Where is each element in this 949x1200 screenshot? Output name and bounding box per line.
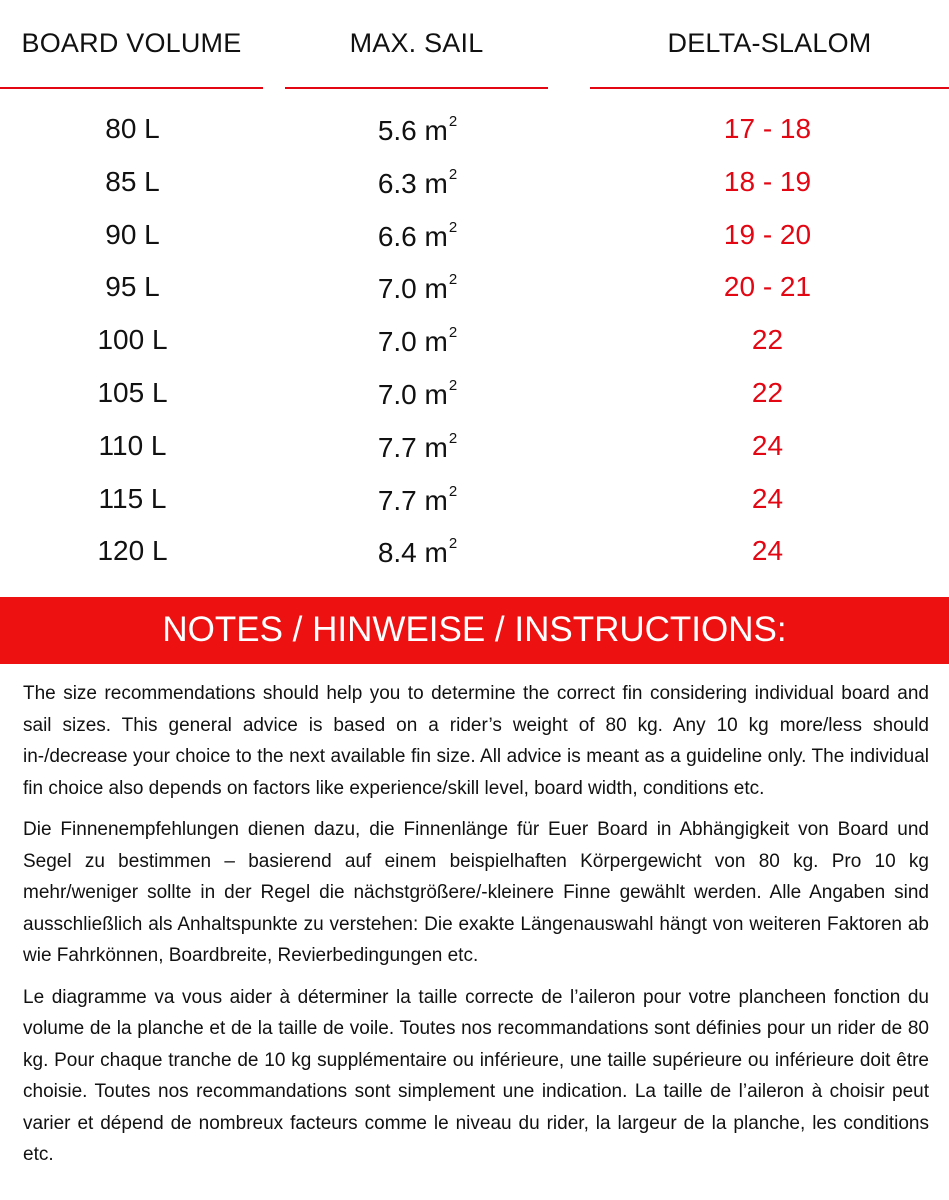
- fin-size-cell: 17 - 18: [723, 113, 812, 144]
- size-table: [0, 103, 949, 578]
- max-sail-cell: [305, 324, 530, 358]
- board-volume-cell: 115 L: [98, 482, 167, 514]
- header-max-sail: MAX. SAIL: [349, 28, 484, 58]
- unit-superscript: 2: [448, 324, 458, 342]
- table-row: [0, 420, 949, 473]
- board-volume-cell: 90 L: [105, 218, 160, 250]
- board-volume-cell: 100 L: [97, 324, 168, 356]
- fin-size-cell: 19 - 20: [723, 218, 812, 250]
- header-delta-slalom: DELTA-SLALOM: [667, 28, 872, 58]
- table-header: [0, 0, 949, 90]
- unit-superscript: 2: [448, 535, 458, 553]
- fin-size-cell: 22: [751, 324, 784, 356]
- max-sail-value: 7.7 m: [377, 431, 448, 463]
- fin-size-cell: 20 - 21: [723, 271, 812, 303]
- fin-size-cell: 24: [751, 429, 784, 461]
- unit-superscript: 2: [448, 113, 458, 130]
- max-sail-cell: [305, 271, 530, 305]
- table-row: [0, 209, 949, 262]
- board-volume-cell: 85 L: [105, 165, 160, 197]
- fin-size-cell: 24: [751, 482, 784, 514]
- unit-superscript: 2: [448, 218, 458, 236]
- notes-paragraph-english: The size recommendations should help you to determine the correct fin considering individual board and sail sizes. This general advice is based on a rider’s weight of 80 kg. Any 10 kg more/less should in-/decrease your choice to the next available fin size. All advice is meant as a guideline only. The individual fin choice also depends on factors like experience/skill level, board width, conditions etc.: [23, 683, 929, 799]
- notes-banner: [0, 597, 949, 664]
- max-sail-value: 7.0 m: [377, 326, 448, 358]
- notes-title: NOTES / HINWEISE / INSTRUCTIONS:: [162, 610, 787, 649]
- max-sail-value: 8.4 m: [377, 537, 448, 569]
- max-sail-value: 6.3 m: [377, 167, 448, 199]
- notes-body: [23, 678, 929, 1181]
- max-sail-cell: [305, 377, 530, 411]
- table-row: [0, 525, 949, 578]
- fin-size-cell: 18 - 19: [723, 165, 812, 197]
- header-divider: [0, 87, 263, 89]
- unit-superscript: 2: [448, 429, 458, 447]
- table-row: [0, 103, 949, 156]
- unit-superscript: 2: [448, 482, 458, 500]
- notes-paragraph-german: Die Finnenempfehlungen dienen dazu, die Finnenlänge für Euer Board in Abhängigkeit von Board und Segel zu bestimmen – basierend auf einem beispielhaften Körpergewicht von 80 kg. Pro 10 kg mehr/weniger sollte in der Regel die nächstgrößere/-kleinere Finne gewählt werden. Alle Angaben sind ausschließlich als Anhaltspunkte zu verstehen: Die exakte Längenauswahl hängt von weiteren Faktoren ab wie Fahrkönnen, Boardbreite, Revierbedingungen etc.: [23, 819, 929, 966]
- max-sail-cell: [305, 483, 530, 517]
- board-volume-cell: 110 L: [98, 429, 167, 461]
- board-volume-cell: 80 L: [105, 113, 160, 144]
- header-divider: [590, 87, 949, 89]
- header-divider: [285, 87, 548, 89]
- max-sail-value: 7.0 m: [377, 378, 448, 410]
- max-sail-value: 7.0 m: [377, 273, 448, 305]
- board-volume-cell: 95 L: [105, 271, 160, 303]
- notes-paragraph-french: Le diagramme va vous aider à déterminer la taille correcte de l’aileron pour votre plancheen fonction du volume de la planche et de la taille de voile. Toutes nos recommandations sont définies pour un rider de 80 kg. Pour chaque tranche de 10 kg supplémentaire ou inférieure, une taille supérieure ou inférieure doit être choisie. Toutes nos recommandations sont simplement une indication. La taille de l’aileron à choisir peut varier et dépend de nombreux facteurs comme le niveau du rider, la largeur de la planche, les conditions etc.: [23, 986, 929, 1165]
- unit-superscript: 2: [448, 271, 458, 289]
- max-sail-cell: [305, 219, 530, 253]
- table-row: [0, 314, 949, 367]
- fin-size-cell: 22: [751, 376, 784, 408]
- max-sail-value: 6.6 m: [377, 220, 448, 252]
- max-sail-cell: [305, 535, 530, 569]
- max-sail-cell: [305, 166, 530, 200]
- max-sail-value: 7.7 m: [377, 484, 448, 516]
- board-volume-cell: 120 L: [97, 535, 168, 567]
- unit-superscript: 2: [448, 376, 458, 394]
- header-board-volume: BOARD VOLUME: [21, 28, 242, 58]
- table-row: [0, 261, 949, 314]
- fin-size-cell: 24: [751, 535, 784, 567]
- max-sail-cell: [305, 430, 530, 464]
- unit-superscript: 2: [448, 165, 458, 183]
- table-row: [0, 367, 949, 420]
- table-row: [0, 473, 949, 526]
- max-sail-value: 5.6 m: [377, 115, 448, 146]
- table-row: [0, 156, 949, 209]
- board-volume-cell: 105 L: [97, 376, 168, 408]
- max-sail-cell: [305, 113, 530, 147]
